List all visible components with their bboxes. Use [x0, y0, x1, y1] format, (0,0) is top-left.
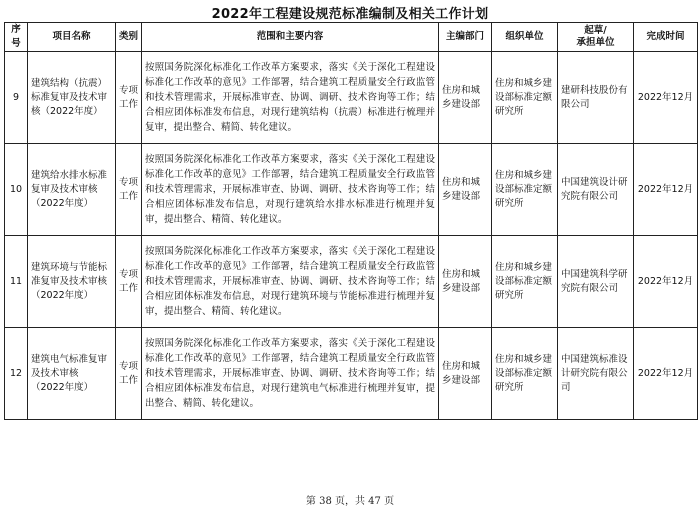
table-row — [5, 328, 698, 420]
row-org: 住房和城乡建设部标准定额研究所 — [492, 52, 558, 144]
row-content: 按照国务院深化标准化工作改革方案要求，落实《关于深化工程建设标准化工作改革的意见》工作部署，结合建筑工程质量安全行政监管和技术管理需求，开展标准审查、协调、调研、技术咨询等工作；结合相应团体标准发布信息，对现行建筑电气标准进行梳理并复审，提出整合、精简、转化建议。 — [142, 328, 439, 420]
header-dept: 主编部门 — [439, 23, 492, 52]
row-no: 11 — [5, 236, 28, 328]
row-name: 建筑给水排水标准复审及技术审核（2022年度） — [28, 144, 116, 236]
row-time: 2022年12月 — [634, 328, 698, 420]
row-no: 9 — [5, 52, 28, 144]
header-content: 范围和主要内容 — [142, 23, 439, 52]
row-org: 住房和城乡建设部标准定额研究所 — [492, 236, 558, 328]
row-content: 按照国务院深化标准化工作改革方案要求，落实《关于深化工程建设标准化工作改革的意见》工作部署，结合建筑工程质量安全行政监管和技术管理需求，开展标准审查、协调、调研、技术咨询等工作；结合相应团体标准发布信息，对现行建筑环境与节能标准进行梳理并复审，提出整合、精简、转化建议。 — [142, 236, 439, 328]
header-draft-line1: 起草/ — [584, 25, 607, 36]
table-row — [5, 52, 698, 144]
row-time: 2022年12月 — [634, 52, 698, 144]
row-category: 专项工作 — [116, 52, 142, 144]
work-plan-table — [4, 22, 698, 420]
header-time: 完成时间 — [634, 23, 698, 52]
row-draft: 建研科技股份有限公司 — [558, 52, 634, 144]
row-content: 按照国务院深化标准化工作改革方案要求，落实《关于深化工程建设标准化工作改革的意见》工作部署，结合建筑工程质量安全行政监管和技术管理需求，开展标准审查、协调、调研、技术咨询等工作；结合相应团体标准发布信息，对现行建筑结构（抗震）标准进行梳理并复审，提出整合、精简、转化建议。 — [142, 52, 439, 144]
row-dept: 住房和城乡建设部 — [439, 236, 492, 328]
table-row — [5, 144, 698, 236]
row-category: 专项工作 — [116, 328, 142, 420]
row-org: 住房和城乡建设部标准定额研究所 — [492, 144, 558, 236]
row-no: 12 — [5, 328, 28, 420]
row-no: 10 — [5, 144, 28, 236]
row-draft: 中国建筑设计研究院有限公司 — [558, 144, 634, 236]
row-name: 建筑结构（抗震）标准复审及技术审核（2022年度） — [28, 52, 116, 144]
row-time: 2022年12月 — [634, 144, 698, 236]
row-dept: 住房和城乡建设部 — [439, 144, 492, 236]
row-time: 2022年12月 — [634, 236, 698, 328]
header-no: 序号 — [5, 23, 28, 52]
header-row — [5, 23, 698, 52]
row-org: 住房和城乡建设部标准定额研究所 — [492, 328, 558, 420]
table-row — [5, 236, 698, 328]
row-category: 专项工作 — [116, 144, 142, 236]
header-org: 组织单位 — [492, 23, 558, 52]
row-name: 建筑环境与节能标准复审及技术审核（2022年度） — [28, 236, 116, 328]
row-category: 专项工作 — [116, 236, 142, 328]
row-dept: 住房和城乡建设部 — [439, 52, 492, 144]
header-category: 类别 — [116, 23, 142, 52]
row-content: 按照国务院深化标准化工作改革方案要求，落实《关于深化工程建设标准化工作改革的意见》工作部署，结合建筑工程质量安全行政监管和技术管理需求，开展标准审查、协调、调研、技术咨询等工作；结合相应团体标准发布信息，对现行建筑给水排水标准进行梳理并复审，提出整合、精简、转化建议。 — [142, 144, 439, 236]
row-draft: 中国建筑科学研究院有限公司 — [558, 236, 634, 328]
page-title: 2022年工程建设规范标准编制及相关工作计划 — [211, 7, 489, 22]
row-name: 建筑电气标准复审及技术审核（2022年度） — [28, 328, 116, 420]
header-draft — [558, 23, 634, 52]
row-dept: 住房和城乡建设部 — [439, 328, 492, 420]
page-footer: 第 38 页，共 47 页 — [305, 496, 395, 507]
header-draft-line2: 承担单位 — [576, 37, 615, 48]
row-draft: 中国建筑标准设计研究院有限公司 — [558, 328, 634, 420]
header-name: 项目名称 — [28, 23, 116, 52]
